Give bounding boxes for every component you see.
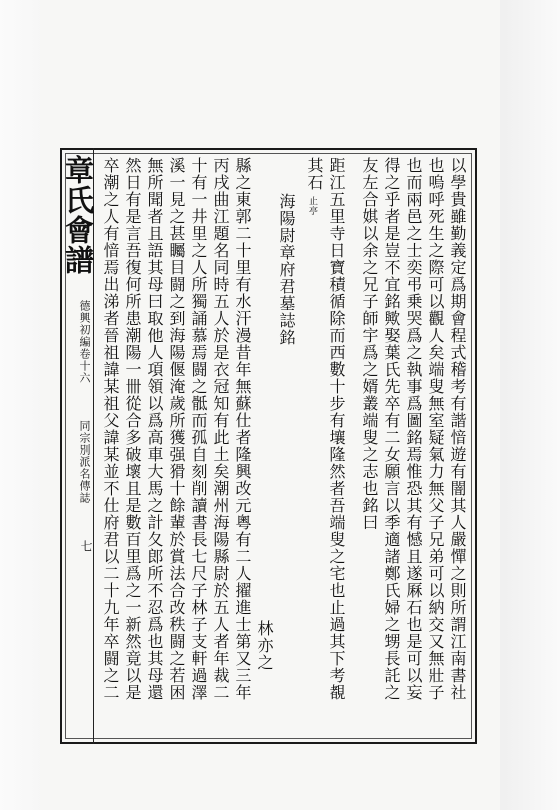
book-title: 章氏會譜 [61,155,95,275]
section-note: 同宗別派名傳誌 [78,420,91,504]
text-column-3: 也而兩邑之士奕弔乗哭爲之執事爲圖銘焉惟恐其有憾且遂厤石也是可以妄 [404,157,423,701]
text-column-1: 以學貴雖勤義定爲期會程式稽考有諧愔遊有闇其人嚴憚之則所謂江南書社 [448,157,467,701]
text-column-7: 其石 [305,157,324,191]
text-column-4: 得之乎者是豈不宜銘歟娶葉氏先卒有二女願言以季適諸鄭氏婦之甥長託之 [382,157,401,701]
text-column-6: 距江五里寺日寶積循除而西數十步有壤隆然者吾端叟之宅也止過其下考覩 [327,157,346,701]
text-column-7-annotation: 止亭 [307,196,317,216]
text-column-13: 溪一見之甚矚目闘之到海陽偃淹歲所獲强猾十餘輩於賞法合改秩闘之若困 [167,157,186,701]
text-column-14: 無所聞者且語其母曰取他人項領以爲高車大馬之計夂郎所不忍爲也其母還 [145,157,164,701]
text-column-2: 也嗚呼死生之際可以觀人矣端叟無室疑氣力無父子兄弟可以納交又無壯子 [426,157,445,701]
text-column-16: 卒潮之人有愔焉出涕者晉祖諱某祖父諱某並不仕府君以二十九年卒闘之二 [101,157,120,701]
text-column-12: 十有一井里之人所獨誦慕焉闘之骶而孤自刻削讀書長七尺子林子支軒過澤 [189,157,208,701]
text-column-5: 友左合娸以余之兄子師宇爲之婿叢端叟之志也銘曰 [360,157,379,531]
text-column-8-heading: 海陽尉章府君墓誌銘 [277,193,296,346]
text-column-11: 丙戌曲江題名同時五人於是衣冠知有此土矣潮州海陽縣尉於五人者年裁二 [211,157,230,701]
text-column-9-author: 林亦之 [255,620,274,671]
volume-note: 德興初編卷十六 [78,300,91,384]
text-column-10: 縣之東郭二十里有水汗漫昔年無蘇仕者隆興改元粵有二人擢進士第又三年 [233,157,252,701]
text-column-15: 然日有是言吾復何所患潮陽一卌從合多破壞且是數百里爲之一新然竟以是 [123,157,142,701]
page-number: 七 [79,540,93,553]
